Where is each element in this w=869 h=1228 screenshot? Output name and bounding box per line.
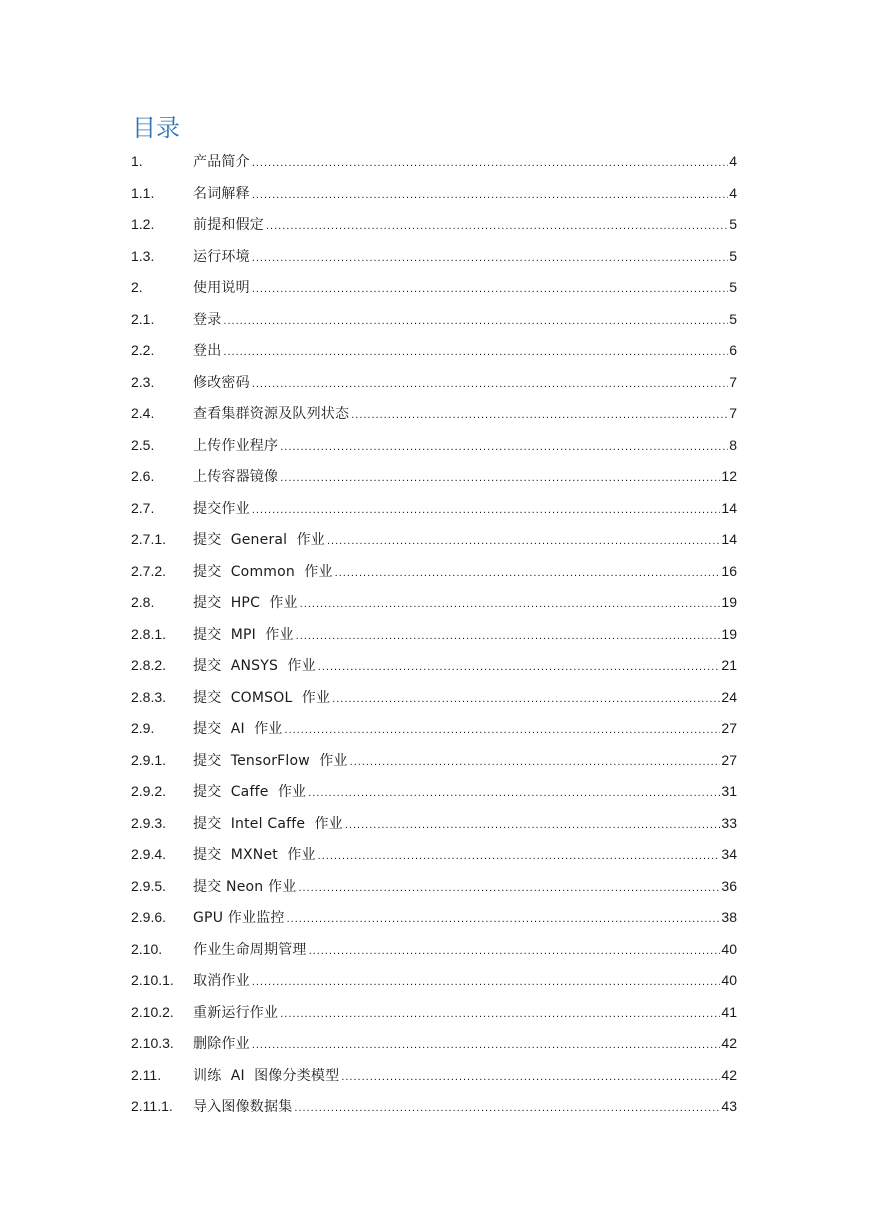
toc-entry-title[interactable]: 提交 MPI 作业 [193,626,294,643]
toc-entry-title[interactable]: 提交 HPC 作业 [193,595,298,611]
toc-leader-dots [252,1030,721,1062]
toc-entry[interactable] [131,1060,737,1092]
toc-entry-title[interactable]: 上传作业程序 [193,437,279,454]
toc-leader-dots [223,306,728,338]
toc-entry-title[interactable]: 导入图像数据集 [193,1099,293,1115]
toc-entry[interactable] [131,1091,737,1123]
toc-entry-title[interactable]: 提交 Caffe 作业 [193,784,307,800]
toc-entry-title[interactable]: 提交 Common 作业 [193,563,333,580]
toc-entry-page-number[interactable]: 7 [729,405,737,421]
toc-entry[interactable] [131,335,737,367]
toc-entry-title[interactable]: 提交 COMSOL 作业 [193,689,331,706]
toc-entry[interactable] [131,367,737,399]
toc-entry-number: 2.1. [131,310,155,327]
toc-entry-page-number[interactable]: 12 [721,468,737,484]
toc-leader-dots [252,495,721,527]
toc-leader-dots [252,148,728,180]
toc-entry-title[interactable]: 提交 ANSYS 作业 [193,658,316,674]
toc-entry[interactable] [131,902,737,934]
toc-entry[interactable] [131,965,737,997]
toc-entry-title[interactable]: 提交作业 [193,500,250,517]
toc-entry-title[interactable]: 名词解释 [193,185,250,202]
toc-entry-page-number[interactable]: 6 [729,342,737,358]
toc-entry[interactable] [131,839,737,871]
toc-leader-dots [341,1062,720,1094]
toc-entry[interactable] [131,776,737,808]
toc-entry-number: 2.7.1. [131,531,167,547]
toc-entry-page-number[interactable]: 14 [721,499,737,516]
toc-leader-dots [266,211,728,243]
toc-entry[interactable] [131,272,737,304]
toc-leader-dots [308,778,720,810]
toc-entry-number: 2.8.3. [131,688,167,705]
toc-entry-page-number[interactable]: 27 [721,720,737,736]
toc-leader-dots [351,400,728,432]
toc-entry-title[interactable]: 作业生命周期管理 [193,941,307,958]
toc-entry-page-number[interactable]: 14 [721,531,737,547]
toc-entry-title[interactable]: 使用说明 [193,280,250,296]
toc-leader-dots [287,904,721,936]
toc-entry-title[interactable]: GPU 作业监控 [193,910,285,926]
toc-entry-page-number[interactable]: 16 [721,562,737,579]
toc-leader-dots [252,180,728,212]
toc-leader-dots [280,432,728,464]
toc-leader-dots [298,873,720,905]
toc-entry[interactable] [131,178,737,210]
toc-leader-dots [318,652,721,684]
toc-entry-number: 1. [131,153,143,169]
toc-entry-page-number[interactable]: 43 [721,1098,737,1114]
toc-leader-dots [309,936,721,968]
toc-leader-dots [252,369,728,401]
toc-entry-page-number[interactable]: 42 [721,1066,737,1083]
toc-entry-title[interactable]: 重新运行作业 [193,1004,279,1021]
toc-entry-number: 2.9.2. [131,783,167,799]
toc-leader-dots [252,274,728,306]
toc-entry-number: 1.1. [131,184,155,201]
toc-entry-page-number[interactable]: 4 [729,184,737,201]
toc-leader-dots [345,810,721,842]
toc-entry-page-number[interactable]: 33 [721,814,737,831]
toc-entry-title[interactable]: 查看集群资源及队列状态 [193,406,350,422]
toc-entry[interactable] [131,745,737,777]
toc-entry-page-number[interactable]: 36 [721,877,737,894]
toc-entry-number: 2.2. [131,342,155,358]
toc-entry-page-number[interactable]: 7 [729,373,737,390]
toc-entry-page-number[interactable]: 5 [729,216,737,232]
toc-entry-page-number[interactable]: 19 [721,594,737,610]
toc-entry-title[interactable]: 上传容器镜像 [193,469,279,485]
toc-entry[interactable] [131,682,737,714]
toc-entry-title[interactable]: 提交 General 作业 [193,532,325,548]
toc-entry-page-number[interactable]: 40 [721,940,737,957]
toc-leader-dots [300,589,721,621]
toc-entry[interactable] [131,650,737,682]
toc-leader-dots [280,463,720,495]
toc-leader-dots [350,747,721,779]
toc-entry-page-number[interactable]: 38 [721,909,737,925]
toc-entry-number: 2.7. [131,499,155,516]
toc-entry-number: 2.7.2. [131,562,167,579]
toc-entry-number: 1.2. [131,216,155,232]
toc-entry-page-number[interactable]: 21 [721,657,737,673]
toc-entry[interactable] [131,524,737,556]
toc-entry-number: 2.8.2. [131,657,167,673]
toc-entry-page-number[interactable]: 4 [729,153,737,169]
toc-entry[interactable] [131,713,737,745]
toc-entry-number: 2.6. [131,468,155,484]
toc-leader-dots [335,558,721,590]
toc-leader-dots [327,526,720,558]
toc-entry-page-number[interactable]: 41 [721,1003,737,1020]
toc-entry-number: 2.8. [131,594,155,610]
toc-leader-dots [332,684,720,716]
toc-entry-title[interactable]: 删除作业 [193,1036,250,1052]
toc-leader-dots [252,243,728,275]
toc-leader-dots [294,1093,720,1125]
toc-entry-page-number[interactable]: 19 [721,625,737,642]
toc-entry-title[interactable]: 前提和假定 [193,217,264,233]
toc-entry-page-number[interactable]: 24 [721,688,737,705]
toc-entry[interactable] [131,461,737,493]
toc-entry-number: 1.3. [131,247,155,264]
toc-entry-page-number[interactable]: 8 [729,436,737,453]
toc-leader-dots [318,841,721,873]
toc-entry-title[interactable]: 提交 MXNet 作业 [193,847,316,863]
toc-leader-dots [285,715,721,747]
toc-entry-number: 2. [131,279,143,295]
toc-entry-title[interactable]: 提交 Intel Caffe 作业 [193,815,343,832]
toc-entry[interactable] [131,587,737,619]
toc-entry-number: 2.9.3. [131,814,167,831]
toc-entry-number: 2.4. [131,405,155,421]
toc-leader-dots [296,621,721,653]
toc-entry[interactable] [131,304,737,336]
toc-entry[interactable] [131,997,737,1029]
toc-entry-page-number[interactable]: 42 [721,1035,737,1051]
toc-entry-title[interactable]: 修改密码 [193,374,250,391]
toc-entry-title[interactable]: 产品简介 [193,154,250,170]
toc-entry-page-number[interactable]: 31 [721,783,737,799]
toc-entry-page-number[interactable]: 5 [729,310,737,327]
toc-entry[interactable] [131,556,737,588]
toc-entry-page-number[interactable]: 5 [729,279,737,295]
toc-entry-number: 2.9.6. [131,909,167,925]
toc-entry-title[interactable]: 训练 AI 图像分类模型 [193,1067,340,1084]
toc-entry-number: 2.9.1. [131,751,167,768]
toc-entry-number: 2.10. [131,940,163,957]
toc-entry-number: 2.11. [131,1066,162,1083]
toc-entry-title[interactable]: 提交 Neon 作业 [193,878,297,895]
toc-entry[interactable] [131,871,737,903]
toc-entry[interactable] [131,619,737,651]
toc-entry-title[interactable]: 登出 [193,343,222,359]
toc-entry-title[interactable]: 提交 AI 作业 [193,721,283,737]
toc-entry[interactable] [131,493,737,525]
toc-entry-title[interactable]: 登录 [193,311,222,328]
toc-entry-page-number[interactable]: 5 [729,247,737,264]
toc-entry-number: 2.10.3. [131,1035,174,1051]
toc-entry-number: 2.9.5. [131,877,167,894]
toc-leader-dots [280,999,720,1031]
toc-entry-page-number[interactable]: 27 [721,751,737,768]
toc-entry-title[interactable]: 提交 TensorFlow 作业 [193,752,348,769]
toc-entry-number: 2.9.4. [131,846,167,862]
toc-entry-number: 2.8.1. [131,625,167,642]
toc-entry[interactable] [131,430,737,462]
toc-entry-number: 2.10.1. [131,972,174,988]
toc-entry-page-number[interactable]: 40 [721,972,737,988]
toc-entry[interactable] [131,209,737,241]
toc-entry-number: 2.5. [131,436,155,453]
toc-entry[interactable] [131,146,737,178]
toc-entry-number: 2.11.1. [131,1098,173,1114]
toc-leader-dots [252,967,721,999]
toc-entry-number: 2.10.2. [131,1003,174,1020]
toc-entry[interactable] [131,808,737,840]
toc-entry-title[interactable]: 取消作业 [193,973,250,989]
toc-entry-number: 2.9. [131,720,155,736]
toc-entry-number: 2.3. [131,373,155,390]
toc-entry-title[interactable]: 运行环境 [193,248,250,265]
toc-entry[interactable] [131,241,737,273]
toc-entry[interactable] [131,934,737,966]
toc-entry[interactable] [131,398,737,430]
toc-title: 目录 [132,114,180,142]
toc-entry-page-number[interactable]: 34 [721,846,737,862]
toc-leader-dots [223,337,728,369]
toc-entry[interactable] [131,1028,737,1060]
toc-list [131,146,737,1123]
